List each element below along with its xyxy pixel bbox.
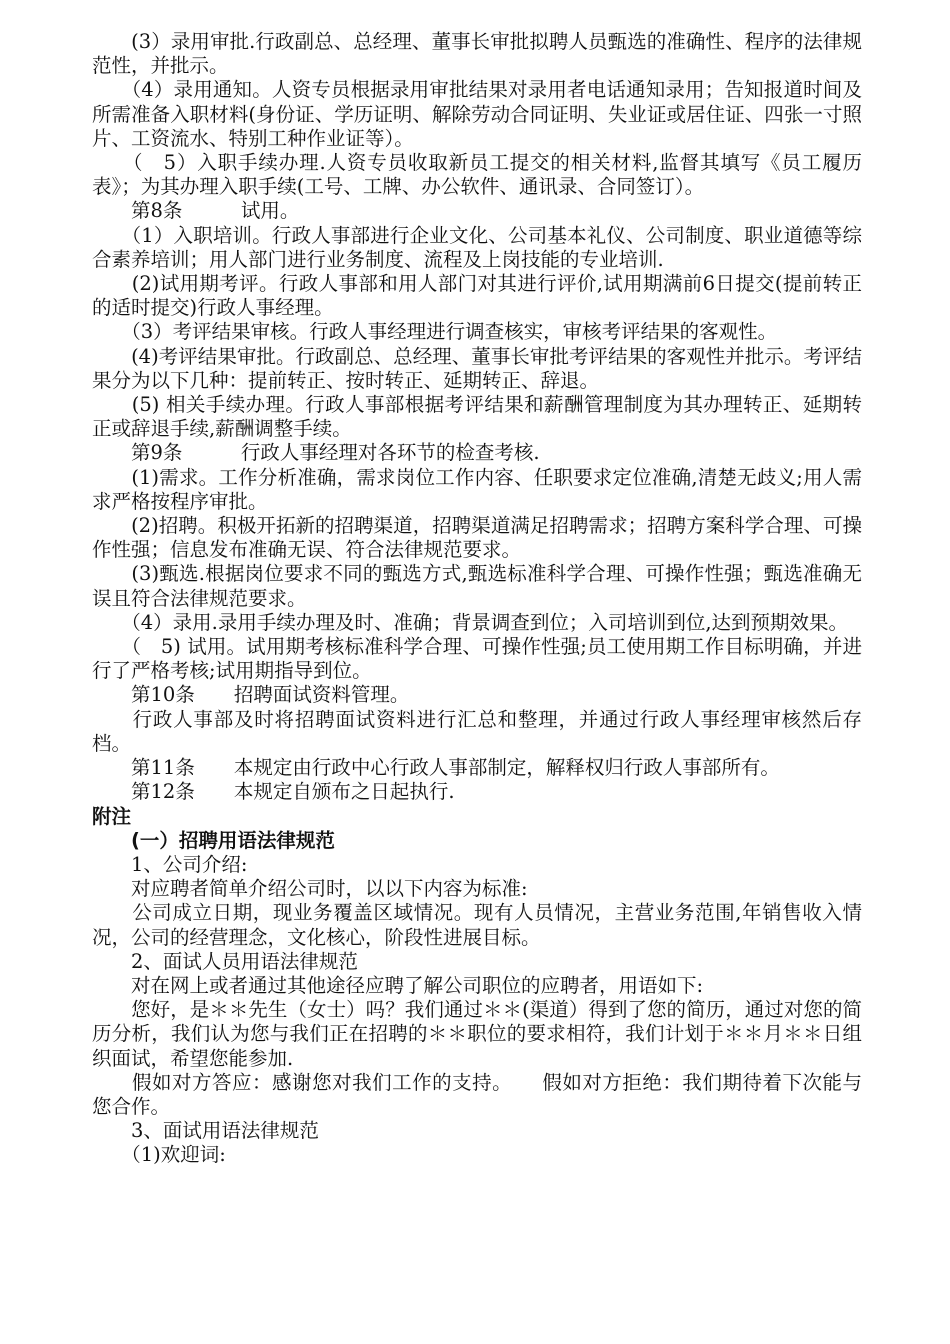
paragraph-9-3: (3)甄选.根据岗位要求不同的甄选方式,甄选标准科学合理、可操作性强；甄选准确无误且符合法律规范要求。 [92, 562, 862, 610]
appendix-item-3-1: （1)欢迎词: [92, 1143, 226, 1167]
paragraph-4-notice: （4）录用通知。人资专员根据录用审批结果对录用者电话通知录用；告知报道时间及所需准备入职材料(身份证、学历证明、解除劳动合同证明、失业证或居住证、四张一寸照片、工资流水、特别工种作业证等）。 [92, 78, 862, 150]
appendix-item-1-body: 公司成立日期，现业务覆盖区域情况。现有人员情况，主营业务范围,年销售收入情况，公司的经营理念，文化核心，阶段性进展目标。 [92, 901, 862, 949]
paragraph-8-3: （3）考评结果审核。行政人事经理进行调查核实，审核考评结果的客观性。 [92, 320, 778, 344]
article-8-heading: 第8条 试用。 [92, 199, 300, 223]
paragraph-3-approval: (3）录用审批.行政副总、总经理、董事长审批拟聘人员甄选的准确性、程序的法律规范性，并批示。 [92, 30, 862, 78]
appendix-item-2-responses: 假如对方答应：感谢您对我们工作的支持。 假如对方拒绝：我们期待着下次能与您合作。 [92, 1070, 862, 1118]
appendix-item-2: 2、面试人员用语法律规范 [92, 949, 358, 973]
paragraph-10-body: 行政人事部及时将招聘面试资料进行汇总和整理，并通过行政人事经理审核然后存档。 [92, 707, 862, 755]
article-12: 第12条 本规定自颁布之日起执行. [92, 780, 455, 804]
appendix-section-1-heading: (一）招聘用语法律规范 [92, 828, 335, 852]
appendix-item-3: 3、面试用语法律规范 [92, 1119, 319, 1143]
paragraph-9-1: (1)需求。工作分析准确，需求岗位工作内容、任职要求定位准确,清楚无歧义;用人需求严格按程序审批。 [92, 465, 862, 513]
paragraph-9-2: (2)招聘。积极开拓新的招聘渠道，招聘渠道满足招聘需求；招聘方案科学合理、可操作性强；信息发布准确无误、符合法律规范要求。 [92, 514, 862, 562]
paragraph-9-5: （ 5) 试用。试用期考核标准科学合理、可操作性强;员工使用期工作目标明确，并进行了严格考核;试用期指导到位。 [92, 635, 862, 683]
paragraph-8-1: （1）入职培训。行政人事部进行企业文化、公司基本礼仪、公司制度、职业道德等综合素养培训；用人部门进行业务制度、流程及上岗技能的专业培训. [92, 223, 862, 271]
appendix-item-2-intro: 对在网上或者通过其他途径应聘了解公司职位的应聘者，用语如下: [92, 973, 704, 997]
article-9-heading: 第9条 行政人事经理对各环节的检查考核. [92, 441, 540, 465]
appendix-item-2-script: 您好，是＊＊先生（女士）吗？我们通过＊＊(渠道）得到了您的简历，通过对您的简历分析，我们认为您与我们正在招聘的＊＊职位的要求相符，我们计划于＊＊月＊＊日组织面试，希望您能参加. [92, 998, 862, 1070]
appendix-heading: 附注 [92, 804, 132, 828]
appendix-item-1-intro: 对应聘者简单介绍公司时，以以下内容为标准: [92, 877, 528, 901]
paragraph-9-4: （4）录用.录用手续办理及时、准确；背景调查到位；入司培训到位,达到预期效果。 [92, 610, 849, 634]
document-page [92, 30, 862, 1168]
appendix-item-1: 1、公司介绍: [92, 852, 248, 876]
paragraph-8-4: (4)考评结果审批。行政副总、总经理、董事长审批考评结果的客观性并批示。考评结果分为以下几种：提前转正、按时转正、延期转正、辞退。 [92, 344, 862, 392]
paragraph-8-5: (5) 相关手续办理。行政人事部根据考评结果和薪酬管理制度为其办理转正、延期转正或辞退手续,薪酬调整手续。 [92, 393, 862, 441]
paragraph-8-2: (2)试用期考评。行政人事部和用人部门对其进行评价,试用期满前6日提交(提前转正的适时提交)行政人事经理。 [92, 272, 862, 320]
paragraph-5-onboarding: （ 5）入职手续办理.人资专员收取新员工提交的相关材料,监督其填写《员工履历表》；为其办理入职手续(工号、工牌、办公软件、通讯录、合同签订）。 [92, 151, 862, 199]
article-11: 第11条 本规定由行政中心行政人事部制定，解释权归行政人事部所有。 [92, 756, 780, 780]
article-10-heading: 第10条 招聘面试资料管理。 [92, 683, 410, 707]
